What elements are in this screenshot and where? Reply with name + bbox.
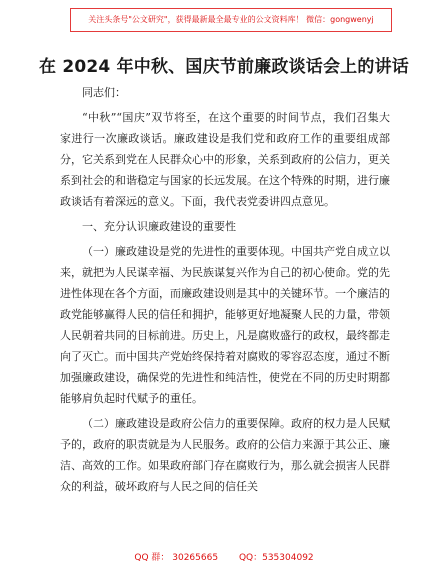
footer-qq: QQ：535304092 <box>238 553 314 563</box>
document-title: 在 2024 年中秋、国庆节前廉政谈话会上的讲话 <box>39 57 409 77</box>
footer-contact <box>0 550 448 563</box>
paragraph-2: （二）廉政建设是政府公信力的重要保障。政府的权力是人民赋予的，政府的职责就是为人民服务。政府的公信力来源于其公正、廉洁、高效的工作。如果政府部门存在腐败行为，那么就会损害人民群众的利益，破坏政府与人民之间的信任关 <box>60 417 390 493</box>
intro-paragraph: “中秋”“国庆”双节将至，在这个重要的时间节点，我们召集大家进行一次廉政谈话。廉政建设是我们党和政府工作的重要组成部分，它关系到党在人民群众心中的形象，关系到政府的公信力，更关系到社会的和谐稳定与国家的长远发展。在这个特殊的时期，进行廉政谈话有着深远的意义。下面，我代表党委讲四点意见。 <box>60 111 390 208</box>
footer-qq-group: QQ 群： 30265665 <box>134 553 219 563</box>
paragraph-1: （一）廉政建设是党的先进性的重要体现。中国共产党自成立以来，就把为人民谋幸福、为民族谋复兴作为自己的初心使命。党的先进性体现在各个方面，而廉政建设则是其中的关键环节。一个廉洁的政党能够赢得人民的信任和拥护，能够更好地凝聚人民的力量，带领人民朝着共同的目标前进。历史上，凡是腐败盛行的政权，最终都走向了灭亡。而中国共产党始终保持着对腐败的零容忍态度，通过不断加强廉政建设，确保党的先进性和纯洁性，使党在不同的历史时期都能够肩负起时代赋予的重任。 <box>60 245 390 405</box>
section-heading: 一、充分认识廉政建设的重要性 <box>82 220 236 233</box>
greeting: 同志们： <box>82 86 126 99</box>
document-body <box>60 82 390 497</box>
header-banner: 关注头条号"公文研究"，获得最新最全最专业的公文资料库！ 微信：gongwenyj <box>70 8 392 32</box>
